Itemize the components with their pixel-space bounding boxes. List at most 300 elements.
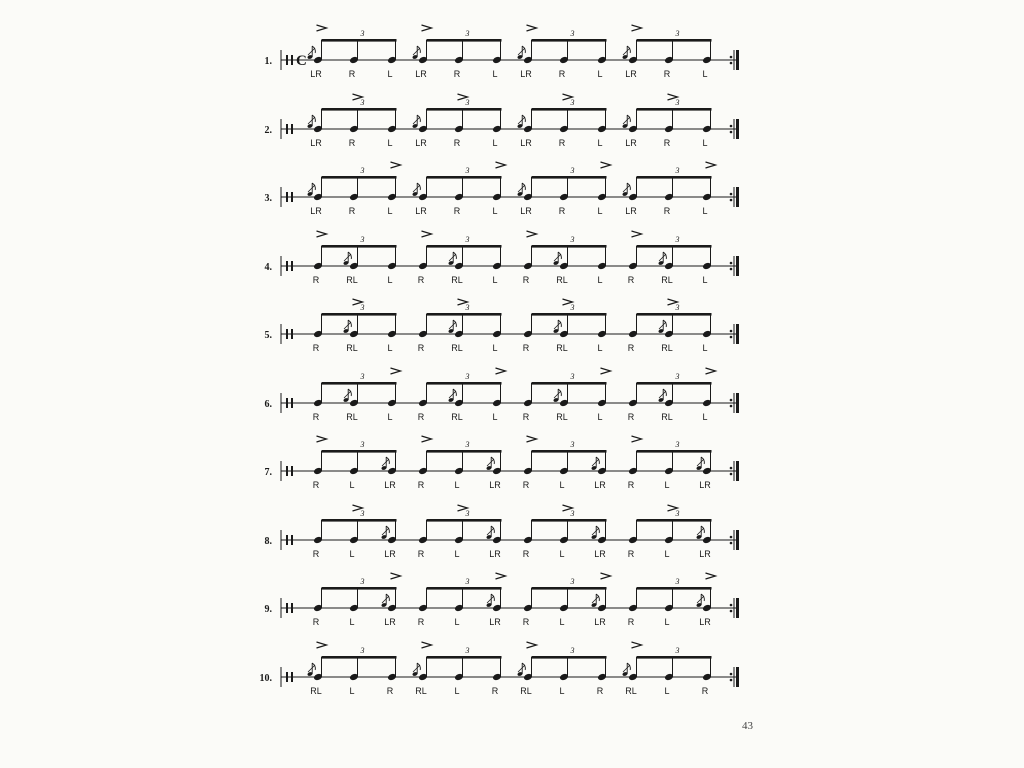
repeat-dot [730,131,733,134]
triplet-number: 3 [465,303,470,312]
triplet-number: 3 [465,577,470,586]
sticking-label: R [663,206,671,216]
sticking-label: L [492,69,498,79]
percussion-clef-bar [291,535,293,545]
triplet-number: 3 [360,440,365,449]
triplet-number: 3 [465,646,470,655]
triplet-number: 3 [570,509,575,518]
sticking-label: LR [520,206,532,216]
sticking-label: R [522,617,530,627]
beam [532,587,607,590]
sticking-label: RL [625,686,637,696]
page-number: 43 [742,720,753,732]
triplet-number: 3 [675,372,680,381]
beam [322,245,397,248]
triplet-number: 3 [465,235,470,244]
grace-note-slash [623,117,630,124]
grace-note-slash [623,665,630,672]
sticking-label: LR [384,549,396,559]
triplet-group [628,368,716,422]
beam [637,382,712,385]
sticking-label: LR [415,138,427,148]
triplet-group [628,573,716,627]
grace-note-slash [382,528,389,535]
triplet-group [517,642,607,696]
barline-end-thick [736,461,739,481]
exercise-number: 10. [259,673,272,684]
sticking-label: L [492,343,498,353]
sticking-label: LR [520,69,532,79]
sticking-label: R [453,206,461,216]
beam [427,382,502,385]
percussion-clef-bar [286,672,288,682]
grace-note-slash [697,528,704,535]
beam [322,176,397,179]
accent-mark [422,231,432,237]
exercise-row [265,231,740,285]
triplet-number: 3 [465,29,470,38]
triplet-group [622,162,716,216]
sticking-label: R [701,686,709,696]
barline-end-thick [736,530,739,550]
beam [532,313,607,316]
percussion-clef-bar [291,261,293,271]
accent-mark [527,25,537,31]
triplet-number: 3 [360,29,365,38]
sticking-label: L [597,69,603,79]
grace-note-slash [308,185,315,192]
sticking-label: L [702,275,708,285]
sticking-label: R [417,275,425,285]
sticking-label: L [492,138,498,148]
triplet-number: 3 [360,98,365,107]
sticking-label: LR [415,206,427,216]
grace-note-slash [518,48,525,55]
accent-mark [317,436,327,442]
exercise-row [265,162,740,216]
beam [322,39,397,42]
sticking-label: R [522,480,530,490]
sticking-label: RL [661,412,673,422]
sticking-label: R [312,617,320,627]
sticking-label: R [663,138,671,148]
grace-note-slash [518,665,525,672]
grace-note-slash [659,322,666,329]
sticking-label: RL [556,343,568,353]
percussion-clef-bar [291,329,293,339]
triplet-group [523,573,611,627]
sticking-label: R [348,206,356,216]
sticking-label: LR [625,138,637,148]
triplet-number: 3 [675,98,680,107]
triplet-group [313,368,401,422]
triplet-number: 3 [570,235,575,244]
grace-note-slash [382,596,389,603]
triplet-number: 3 [360,372,365,381]
repeat-dot [730,399,733,402]
repeat-dot [730,473,733,476]
barline-end-thick [736,393,739,413]
accent-mark [317,231,327,237]
triplet-number: 3 [675,303,680,312]
grace-note-slash [592,596,599,603]
sticking-label: L [387,275,393,285]
triplet-number: 3 [465,372,470,381]
accent-mark [496,368,506,374]
grace-note-slash [413,665,420,672]
sticking-label: LR [489,480,501,490]
triplet-group [523,505,607,559]
triplet-group [622,25,712,79]
grace-note-slash [487,528,494,535]
triplet-group [418,573,506,627]
grace-note-slash [487,596,494,603]
sticking-label: LR [489,549,501,559]
sticking-label: R [522,275,530,285]
sticking-label: L [702,206,708,216]
sticking-label: L [492,206,498,216]
triplet-number: 3 [570,440,575,449]
sticking-label: R [386,686,394,696]
sticking-label: R [453,138,461,148]
grace-note-slash [413,117,420,124]
sticking-label: R [312,343,320,353]
exercise-number: 8. [264,536,272,547]
beam [322,450,397,453]
sticking-label: L [664,480,670,490]
sticking-label: L [702,138,708,148]
exercise-number: 7. [264,467,272,478]
triplet-group [313,505,397,559]
barline-end-thick [736,187,739,207]
sticking-label: RL [451,412,463,422]
grace-note-slash [592,459,599,466]
beam [637,176,712,179]
accent-mark [632,25,642,31]
sticking-label: R [312,412,320,422]
sticking-label: RL [661,275,673,285]
sticking-label: L [387,412,393,422]
beam [637,245,712,248]
percussion-clef-bar [286,55,288,65]
accent-mark [422,436,432,442]
beam [427,245,502,248]
sticking-label: R [491,686,499,696]
sticking-label: R [522,549,530,559]
triplet-number: 3 [465,509,470,518]
accent-mark [496,162,506,168]
barline-end-thick [736,324,739,344]
triplet-group [412,94,502,148]
grace-note-slash [659,391,666,398]
sticking-label: R [417,480,425,490]
sticking-label: LR [699,549,711,559]
sticking-label: L [664,549,670,559]
grace-note-slash [659,254,666,261]
sticking-label: R [558,138,566,148]
grace-note-slash [308,48,315,55]
triplet-number: 3 [360,235,365,244]
triplet-group [418,231,502,285]
sticking-label: R [417,412,425,422]
beam [532,108,607,111]
triplet-group [412,25,502,79]
accent-mark [706,162,716,168]
exercise-number: 2. [264,125,272,136]
sticking-label: R [627,480,635,490]
accent-mark [527,642,537,648]
percussion-clef-bar [286,398,288,408]
accent-mark [632,231,642,237]
grace-note-slash [449,322,456,329]
sticking-label: L [702,69,708,79]
sticking-label: R [558,206,566,216]
sticking-label: L [349,686,355,696]
grace-note-slash [623,48,630,55]
triplet-number: 3 [465,166,470,175]
accent-mark [601,368,611,374]
beam [427,587,502,590]
triplet-number: 3 [570,166,575,175]
beam [532,39,607,42]
beam [637,519,712,522]
barline-end-thick [736,119,739,139]
triplet-number: 3 [570,577,575,586]
sticking-label: RL [346,343,358,353]
triplet-number: 3 [675,577,680,586]
grace-note-slash [623,185,630,192]
triplet-group [622,642,712,696]
beam [532,450,607,453]
sticking-label: R [558,69,566,79]
triplet-group [523,368,611,422]
repeat-dot [730,673,733,676]
sticking-label: R [596,686,604,696]
exercise-row [265,505,740,559]
accent-mark [317,642,327,648]
triplet-group [418,505,502,559]
beam [427,176,502,179]
exercise-row [265,436,740,490]
grace-note-slash [697,596,704,603]
percussion-clef-bar [291,55,293,65]
sticking-label: L [454,617,460,627]
triplet-number: 3 [360,646,365,655]
sticking-label: R [417,617,425,627]
grace-note-slash [518,185,525,192]
sticking-label: R [627,549,635,559]
sticking-label: R [312,549,320,559]
sticking-label: LR [415,69,427,79]
repeat-dot [730,268,733,271]
percussion-clef-bar [286,535,288,545]
barline-end-thick [736,598,739,618]
sticking-label: L [597,138,603,148]
percussion-clef-bar [286,329,288,339]
grace-note-slash [413,185,420,192]
sticking-label: L [702,343,708,353]
accent-mark [391,368,401,374]
triplet-group [517,25,607,79]
sticking-label: L [492,275,498,285]
beam [322,313,397,316]
accent-mark [601,573,611,579]
beam [637,313,712,316]
triplet-group [307,162,401,216]
sticking-label: L [349,549,355,559]
accent-mark [317,25,327,31]
grace-note-slash [554,391,561,398]
sticking-label: RL [346,275,358,285]
sticking-label: RL [415,686,427,696]
beam [427,39,502,42]
accent-mark [632,642,642,648]
grace-note-slash [487,459,494,466]
triplet-group [313,231,397,285]
grace-note-slash [308,665,315,672]
triplet-number: 3 [570,29,575,38]
time-signature: C [296,53,307,69]
beam [637,39,712,42]
repeat-dot [730,604,733,607]
sticking-label: L [349,617,355,627]
triplet-group [418,299,502,353]
sticking-label: L [559,480,565,490]
sticking-label: L [454,549,460,559]
beam [322,587,397,590]
repeat-dot [730,679,733,682]
sticking-label: RL [556,412,568,422]
sticking-label: LR [520,138,532,148]
triplet-group [307,642,397,696]
sticking-label: L [597,275,603,285]
grace-note-slash [449,391,456,398]
sticking-label: RL [556,275,568,285]
triplet-number: 3 [465,98,470,107]
exercise-number: 3. [264,193,272,204]
triplet-number: 3 [570,303,575,312]
repeat-dot [730,125,733,128]
triplet-number: 3 [675,440,680,449]
triplet-group [523,299,607,353]
beam [532,245,607,248]
triplet-number: 3 [465,440,470,449]
sticking-label: RL [661,343,673,353]
triplet-number: 3 [570,646,575,655]
triplet-number: 3 [675,29,680,38]
beam [427,313,502,316]
sticking-label: RL [310,686,322,696]
barline-end-thick [736,667,739,687]
repeat-dot [730,62,733,65]
percussion-clef-bar [291,466,293,476]
triplet-group [517,94,607,148]
sticking-label: L [492,412,498,422]
percussion-clef-bar [291,398,293,408]
exercise-row [265,573,740,627]
accent-mark [391,573,401,579]
exercise-row [265,25,740,79]
sticking-label: LR [699,617,711,627]
triplet-number: 3 [360,509,365,518]
sticking-label: L [387,138,393,148]
beam [637,450,712,453]
triplet-group [628,505,712,559]
exercise-row [265,94,740,148]
sticking-label: R [312,480,320,490]
exercise-number: 9. [264,604,272,615]
barline-end-thick [736,256,739,276]
sticking-label: L [664,686,670,696]
sticking-label: R [627,275,635,285]
grace-note-slash [413,48,420,55]
sticking-label: L [597,206,603,216]
sticking-label: LR [384,480,396,490]
repeat-dot [730,536,733,539]
sticking-label: L [454,686,460,696]
sticking-label: LR [625,69,637,79]
triplet-group [412,162,506,216]
beam [427,519,502,522]
accent-mark [527,231,537,237]
triplet-number: 3 [675,235,680,244]
grace-note-slash [592,528,599,535]
beam [637,108,712,111]
percussion-clef-bar [291,603,293,613]
sticking-label: LR [489,617,501,627]
beam [427,450,502,453]
sticking-label: L [387,206,393,216]
sticking-label: L [559,549,565,559]
percussion-clef-bar [286,124,288,134]
sticking-label: RL [451,343,463,353]
triplet-group [523,231,607,285]
sticking-label: R [522,412,530,422]
accent-mark [422,25,432,31]
triplet-number: 3 [675,166,680,175]
triplet-group [517,162,611,216]
percussion-clef-bar [286,261,288,271]
percussion-clef-bar [291,192,293,202]
beam [532,656,607,659]
sticking-label: R [453,69,461,79]
triplet-group [412,642,502,696]
repeat-dot [730,262,733,265]
triplet-group [313,299,397,353]
accent-mark [601,162,611,168]
sticking-label: L [559,617,565,627]
repeat-dot [730,193,733,196]
triplet-group [418,436,502,490]
triplet-number: 3 [360,303,365,312]
sticking-label: LR [699,480,711,490]
sticking-label: L [387,343,393,353]
beam [637,656,712,659]
grace-note-slash [518,117,525,124]
sticking-label: RL [451,275,463,285]
sticking-label: L [454,480,460,490]
sticking-label: LR [594,480,606,490]
repeat-dot [730,199,733,202]
grace-note-slash [308,117,315,124]
triplet-number: 3 [675,646,680,655]
percussion-clef-bar [286,603,288,613]
sticking-label: R [348,138,356,148]
sticking-label: L [702,412,708,422]
grace-note-slash [554,254,561,261]
beam [427,108,502,111]
grace-note-slash [382,459,389,466]
